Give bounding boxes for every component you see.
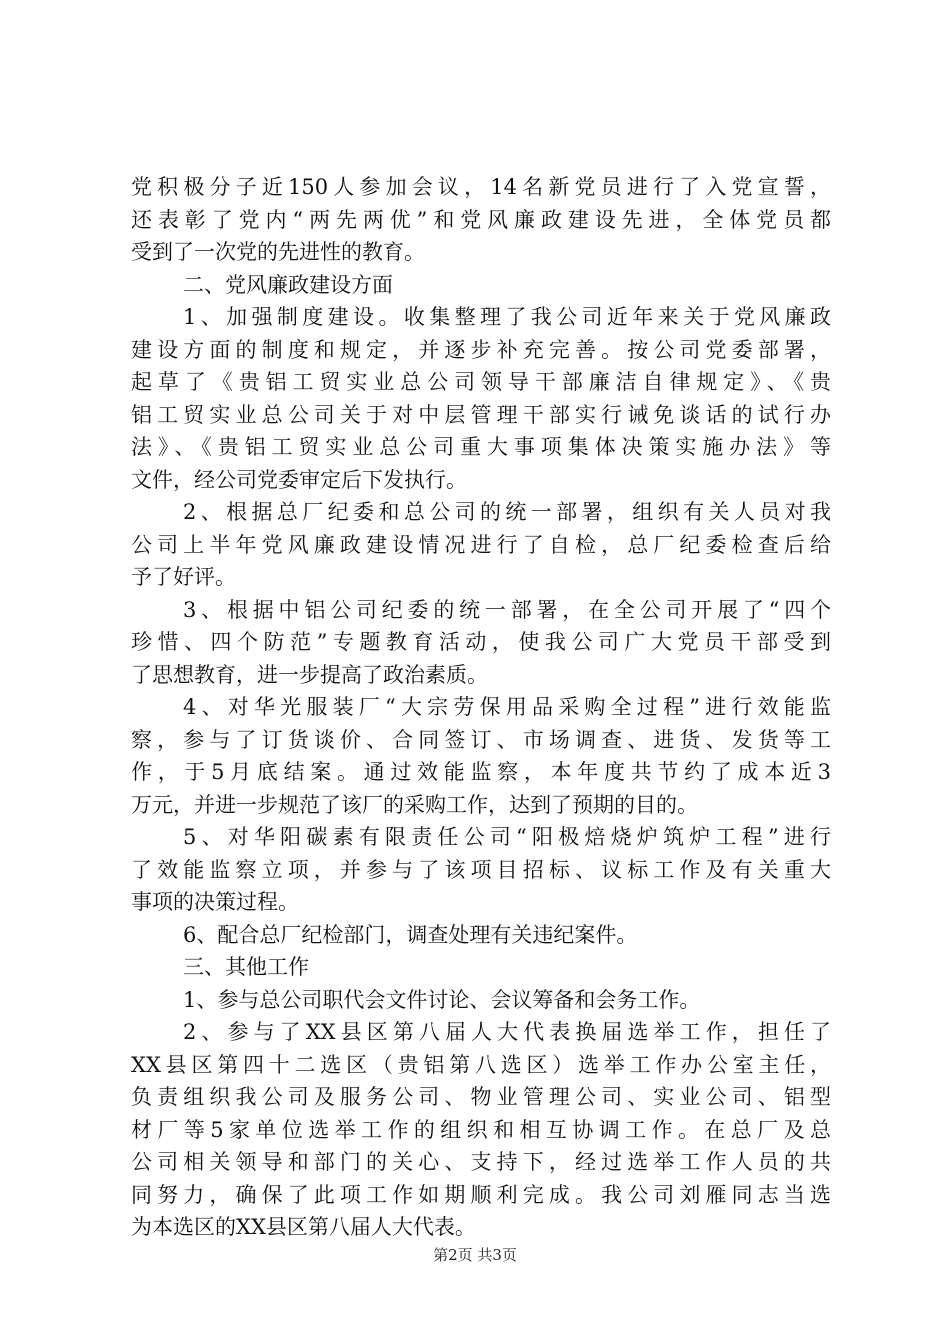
text-line: 公司上半年党风廉政建设情况进行了自检，总厂纪委检查后给 [131,532,831,557]
text-line: 铝工贸实业总公司关于对中层管理干部实行诫免谈话的试行办 [131,402,831,427]
text-line: 受到了一次党的先进性的教育。 [131,240,425,264]
text-line: 建设方面的制度和规定，并逐步补充完善。按公司党委部署， [131,337,831,362]
text-line: 负责组织我公司及服务公司、物业管理公司、实业公司、铝型 [131,1085,831,1109]
text-line: 二、党风廉政建设方面 [183,272,393,297]
text-line: 2、根据总厂纪委和总公司的统一部署，组织有关人员对我 [183,500,831,524]
text-line: 材厂等5家单位选举工作的组织和相互协调工作。在总厂及总 [131,1117,831,1142]
text-line: 3、根据中铝公司纪委的统一部署，在全公司开展了“四个 [183,597,831,622]
text-line: 6、配合总厂纪检部门，调查处理有关违纪案件。 [183,922,638,947]
text-line: 公司相关领导和部门的关心、支持下，经过选举工作人员的共 [131,1150,831,1174]
text-line: 起草了《贵铝工贸实业总公司领导干部廉洁自律规定》、《贵 [131,370,831,394]
text-line: 同努力，确保了此项工作如期顺利完成。我公司刘雁同志当选 [131,1182,831,1207]
text-line: 万元，并进一步规范了该厂的采购工作，达到了预期的目的。 [131,792,698,817]
text-line: 2、参与了XX县区第八届人大代表换届选举工作，担任了 [183,1020,831,1044]
text-line: 1、参与总公司职代会文件讨论、会议筹备和会务工作。 [183,987,701,1012]
text-line: 党积极分子近150人参加会议，14名新党员进行了入党宣誓， [131,175,831,199]
text-line: 了效能监察立项，并参与了该项目招标、议标工作及有关重大 [131,857,831,882]
text-line: 1、加强制度建设。收集整理了我公司近年来关于党风廉政 [183,305,831,329]
text-line: 事项的决策过程。 [131,890,299,914]
text-line: 法》、《贵铝工贸实业总公司重大事项集体决策实施办法》等 [131,435,831,459]
text-line: 三、其他工作 [183,955,309,979]
text-line: 珍惜、四个防范”专题教育活动，使我公司广大党员干部受到 [131,630,831,654]
document-body [131,171,831,1244]
text-line: 作，于5月底结案。通过效能监察，本年度共节约了成本近3 [131,760,831,784]
text-line: XX县区第四十二选区（贵铝第八选区）选举工作办公室主任， [131,1052,831,1077]
text-line: 文件，经公司党委审定后下发执行。 [131,467,467,492]
text-line: 为本选区的XX县区第八届人大代表。 [131,1215,476,1239]
text-line: 还表彰了党内“两先两优”和党风廉政建设先进，全体党员都 [131,207,831,232]
text-line: 4、对华光服装厂“大宗劳保用品采购全过程”进行效能监 [183,695,831,719]
page-footer: 第2页 共3页 [433,1246,517,1264]
text-line: 予了好评。 [131,565,236,589]
text-line: 5、对华阳碳素有限责任公司“阳极焙烧炉筑炉工程”进行 [183,825,831,849]
text-line: 察，参与了订货谈价、合同签订、市场调查、进货、发货等工 [131,727,831,752]
text-line: 了思想教育，进一步提高了政治素质。 [131,662,488,687]
